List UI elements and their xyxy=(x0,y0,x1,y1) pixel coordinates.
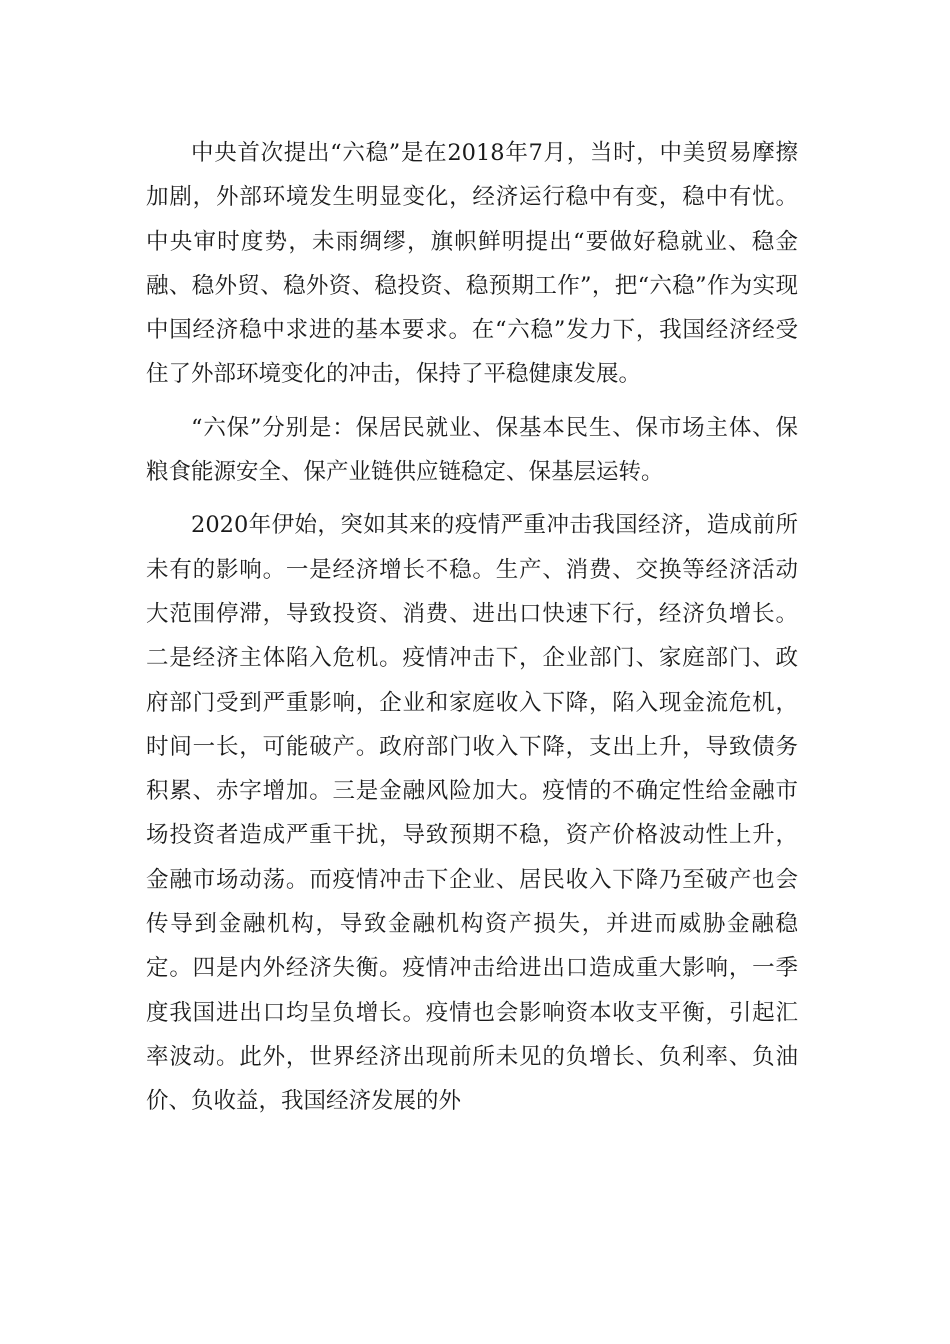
paragraph-six-stabilities: 中央首次提出“六稳”是在2018年7月，当时，中美贸易摩擦加剧，外部环境发生明显变化，经济运行稳中有变，稳中有忧。中央审时度势，未雨绸缪，旗帜鲜明提出“要做好稳就业、稳金融、稳外贸、稳外资、稳投资、稳预期工作”，把“六稳”作为实现中国经济稳中求进的基本要求。在“六稳”发力下，我国经济经受住了外部环境变化的冲击，保持了平稳健康发展。 xyxy=(146,140,798,388)
paragraph-six-guarantees: “六保”分别是：保居民就业、保基本民生、保市场主体、保粮食能源安全、保产业链供应链稳定、保基层运转。 xyxy=(146,414,798,486)
paragraph-pandemic-impact: 2020年伊始，突如其来的疫情严重冲击我国经济，造成前所未有的影响。一是经济增长不稳。生产、消费、交换等经济活动大范围停滞，导致投资、消费、进出口快速下行，经济负增长。二是经济主体陷入危机。疫情冲击下，企业部门、家庭部门、政府部门受到严重影响，企业和家庭收入下降，陷入现金流危机，时间一长，可能破产。政府部门收入下降，支出上升，导致债务积累、赤字增加。三是金融风险加大。疫情的不确定性给金融市场投资者造成严重干扰，导致预期不稳，资产价格波动性上升，金融市场动荡。而疫情冲击下企业、居民收入下降乃至破产也会传导到金融机构，导致金融机构资产损失，并进而威胁金融稳定。四是内外经济失衡。疫情冲击给进出口造成重大影响，一季度我国进出口均呈负增长。疫情也会影响资本收支平衡，引起汇率波动。此外，世界经济出现前所未见的负增长、负利率、负油价、负收益，我国经济发展的外 xyxy=(146,512,798,1115)
document-body xyxy=(146,131,798,1124)
